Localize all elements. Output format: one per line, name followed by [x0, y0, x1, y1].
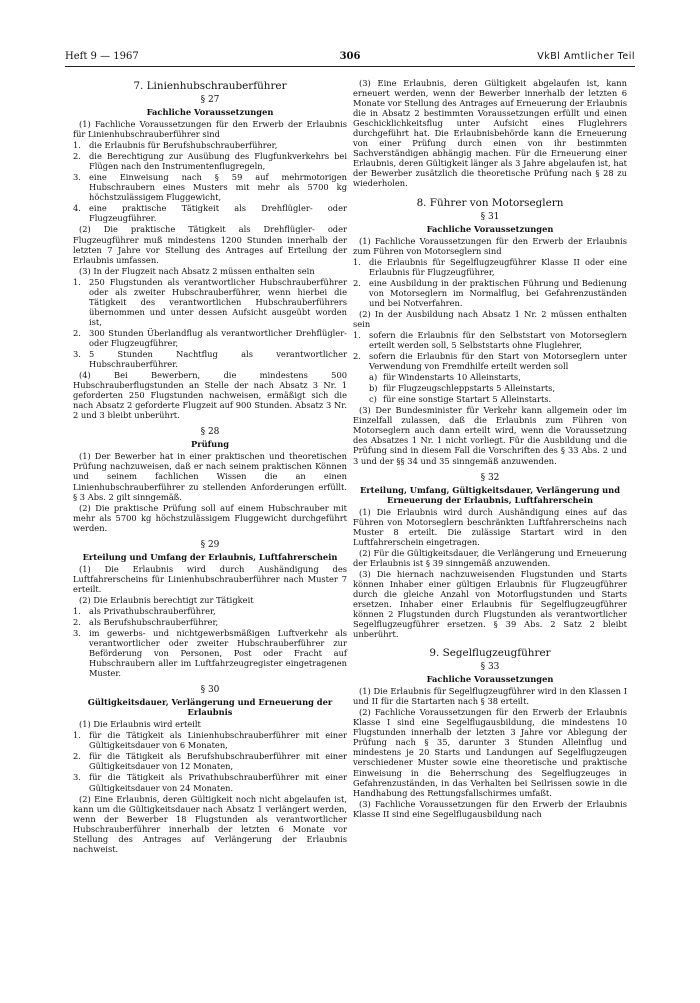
paragraph-number: § 30 [200, 685, 220, 696]
text-paragraph: (3) In der Flugzeit nach Absatz 2 müssen enthalten sein [79, 265, 315, 276]
paragraph-title: Fachliche Voraussetzungen [426, 674, 554, 685]
list-item: 2. 300 Stunden Überlandflug als verantwortlicher Drehflügler- oder Flugzeugführer, [73, 327, 347, 348]
list-item: 3. im gewerbs- und nichtgewerbsmäßigen Luftverkehr als verantwortlicher oder zweiter Hubschrauberführer zur Beförderung von Personen, Post oder Fracht auf Hubschraubern aller im Luftfahrzeugregister eingetragenen Muster. [73, 628, 347, 679]
list-item: 3. für die Tätigkeit als Privathubschrauberführer mit einer Gültigkeitsdauer von 24 Monaten. [73, 772, 347, 793]
paragraph-title: Gültigkeitsdauer, Verlängerung und Erneuerung der Erlaubnis [87, 697, 333, 718]
paragraph-number: § 33 [480, 662, 500, 673]
paragraph-title: Erteilung, Umfang, Gültigkeitsdauer, Verlängerung und Erneuerung der Erlaubnis, Luftfahrerschein [359, 484, 621, 505]
text-paragraph: (3) Der Bundesminister für Verkehr kann allgemein oder im Einzelfall zulassen, daß die Erlaubnis zum Führen von Motorseglern auch dann erteilt wird, wenn die Voraussetzung des Absatzes 1 Nr. 1 nicht vorliegt. Für die Ausbildung und die Prüfung sind in diesem Fall die Vorschriften des § 33 Abs. 2 und 3 und der §§ 34 und 35 sinngemäß anzuwenden. [353, 405, 627, 466]
left-column [73, 78, 347, 855]
text-paragraph: (1) Fachliche Voraussetzungen für den Erwerb der Erlaubnis zum Führen von Motorseglern sind [353, 235, 627, 256]
text-paragraph: (1) Die Erlaubnis wird erteilt [79, 719, 201, 730]
text-paragraph: (1) Die Erlaubnis wird durch Aushändigung eines auf das Führen von Motorseglern beschränkten Luftfahrerscheins nach Muster 8 erteilt. Die zulässige Startart wird in den Luftfahrerschein eingetragen. [353, 506, 627, 547]
paragraph-number: § 31 [480, 211, 500, 222]
paragraph-title: Fachliche Voraussetzungen [426, 223, 554, 234]
paragraph-title: Erteilung und Umfang der Erlaubnis, Luftfahrerschein [82, 551, 338, 562]
text-paragraph: (1) Fachliche Voraussetzungen für den Erwerb der Erlaubnis für Linienhubschrauberführer sind [73, 119, 347, 140]
section-heading: 8. Führer von Motorseglern [416, 196, 564, 209]
text-paragraph: (3) Eine Erlaubnis, deren Gültigkeit abgelaufen ist, kann erneuert werden, wenn der Bewerber innerhalb der letzten 6 Monate vor Stellung des Antrages auf Erneuerung der Erlaubnis die in Absatz 2 bestimmten Voraussetzungen erfüllt und einen Geschicklichkeitsflug unter Aufsicht eines Fluglehrers durchgeführt hat. Die Erlaubnisbehörde kann die Erneuerung von einer Prüfung durch einen von ihr bestimmten Sachverständigen abhängig machen. Für die Erneuerung einer Erlaubnis, deren Gültigkeit länger als 3 Jahre abgelaufen ist, hat der Bewerber zusätzlich die theoretische Prüfung nach § 28 zu wiederholen. [353, 78, 627, 189]
list-item: 3. 5 Stunden Nachtflug als verantwortlicher Hubschrauberführer. [73, 349, 347, 370]
text-paragraph: (2) Die praktische Tätigkeit als Drehflügler- oder Flugzeugführer muß mindestens 1200 Stunden innerhalb der letzten 7 Jahre vor Stellung des Antrages auf Erteilung der Erlaubnis umfassen. [73, 224, 347, 265]
list-item: 2. für die Tätigkeit als Berufshubschrauberführer mit einer Gültigkeitsdauer von 12 Monaten, [73, 751, 347, 772]
text-paragraph: (2) In der Ausbildung nach Absatz 1 Nr. 2 müssen enthalten sein [353, 308, 627, 329]
text-paragraph: (2) Fachliche Voraussetzungen für den Erwerb der Erlaubnis Klasse I sind eine Segelflugausbildung, die mindestens 10 Flugstunden innerhalb der letzten 3 Jahre vor Ablegung der Prüfung nach § 35, darunter 3 Stunden Alleinflug und mindestens je 20 Starts und Landungen auf Segelflugzeugen verschiedener Muster sowie eine theoretische und praktische Einweisung in die Beherrschung des Segelflugzeuges in Gefahrenzuständen, in das Verhalten bei Seilrissen sowie in die Handhabung des Rettungsfallschirmes umfaßt. [353, 707, 627, 798]
issue-label: Heft 9 — 1967 [65, 51, 139, 62]
list-item: 1. die Erlaubnis für Segelflugzeugführer Klasse II oder eine Erlaubnis für Flugzeugführer, [353, 256, 627, 277]
list-item: 2. die Berechtigung zur Ausübung des Flugfunkverkehrs bei Flügen nach den Instrumentenflugregeln, [73, 151, 347, 172]
list-item: 1. als Privathubschrauberführer, [73, 605, 216, 616]
list-item: 2. eine Ausbildung in der praktischen Führung und Bedienung von Motorseglern im Normalflug, bei Gefahrenzuständen und bei Notverfahren. [353, 277, 627, 308]
list-item: 1. 250 Flugstunden als verantwortlicher Hubschrauberführer oder als zweiter Hubschrauberführer, wenn hierbei die Tätigkeit des verantwortlichen Hubschrauberführers übernommen und unter dessen Aufsicht ausgeübt worden ist, [73, 276, 347, 327]
text-paragraph: (1) Die Erlaubnis für Segelflugzeugführer wird in den Klassen I und II für die Startarten nach § 38 erteilt. [353, 686, 627, 707]
sub-list-item: c) für eine sonstige Startart 5 Alleinstarts. [369, 394, 552, 405]
text-paragraph: (3) Die hiernach nachzuweisenden Flugstunden und Starts können Inhaber einer gültigen Erlaubnis für Flugzeugführer durch die gleiche Anzahl von Motorflugstunden und Starts ersetzen. Inhaber einer Erlaubnis für Segelflugzeugführer können 2 Flugstunden durch Flugstunden als verantwortlicher Segelflugzeugführer ersetzen. § 39 Abs. 2 Satz 2 bleibt unberührt. [353, 568, 627, 640]
text-paragraph: (2) Für die Gültigkeitsdauer, die Verlängerung und Erneuerung der Erlaubnis ist § 39 sinngemäß anzuwenden. [353, 547, 627, 568]
list-item: 4. eine praktische Tätigkeit als Drehflügler- oder Flugzeugführer. [73, 203, 347, 224]
page-header [65, 50, 635, 67]
sub-list-item: a) für Windenstarts 10 Alleinstarts, [369, 372, 521, 383]
text-paragraph: (1) Der Bewerber hat in einer praktischen und theoretischen Prüfung nachzuweisen, daß er nach seinem praktischen Können und seinem fachlichen Wissen die an einen Linienhubschrauberführer zu stellenden Anforderungen erfüllt. § 3 Abs. 2 gilt sinngemäß. [73, 451, 347, 502]
text-paragraph: (4) Bei Bewerbern, die mindestens 500 Hubschrauberflugstunden an Stelle der nach Absatz 3 Nr. 1 geforderten 250 Flugstunden nachweisen, ermäßigt sich die nach Absatz 2 geforderte Flugzeit auf 900 Stunden. Absatz 3 Nr. 2 und 3 bleibt unberührt. [73, 370, 347, 421]
text-paragraph: (3) Fachliche Voraussetzungen für den Erwerb der Erlaubnis Klasse II sind eine Segelflugausbildung nach [353, 798, 627, 819]
page-number: 306 [339, 51, 361, 62]
list-item: 1. für die Tätigkeit als Linienhubschrauberführer mit einer Gültigkeitsdauer von 6 Monaten, [73, 730, 347, 751]
list-item: 2. als Berufshubschrauberführer, [73, 616, 219, 627]
paragraph-number: § 32 [480, 472, 500, 483]
list-item: 2. sofern die Erlaubnis für den Start von Motorseglern unter Verwendung von Fremdhilfe erteilt werden soll [353, 351, 627, 372]
list-item: 3. eine Einweisung nach § 59 auf mehrmotorigen Hubschraubern eines Musters mit mehr als 5700 kg höchstzulässigem Fluggewicht, [73, 172, 347, 203]
publication-title: VkBl Amtlicher Teil [537, 51, 635, 62]
paragraph-title: Fachliche Voraussetzungen [146, 107, 274, 117]
list-item: 1. die Erlaubnis für Berufshubschrauberführer, [73, 140, 278, 151]
section-heading: 7. Linienhubschrauberführer [133, 80, 287, 92]
paragraph-number: § 27 [200, 95, 220, 105]
text-paragraph: (2) Eine Erlaubnis, deren Gültigkeit noch nicht abgelaufen ist, kann um die Gültigkeitsdauer nach Absatz 1 verlängert werden, wenn der Bewerber 18 Flugstunden als verantwortlicher Hubschrauberführer innerhalb der letzten 6 Monate vor Stellung des Antrages auf Verlängerung der Erlaubnis nachweist. [73, 793, 347, 854]
sub-list-item: b) für Flugzeugschleppstarts 5 Alleinstarts, [369, 383, 556, 394]
text-paragraph: (2) Die praktische Prüfung soll auf einem Hubschrauber mit mehr als 5700 kg höchstzulässigem Fluggewicht durchgeführt werden. [73, 502, 347, 533]
text-paragraph: (1) Die Erlaubnis wird durch Aushändigung des Luftfahrerscheins für Linienhubschrauberführer nach Muster 7 erteilt. [73, 563, 347, 594]
list-item: 1. sofern die Erlaubnis für den Selbststart von Motorseglern erteilt werden soll, 5 Selbststarts ohne Fluglehrer, [353, 329, 627, 350]
section-heading: 9. Segelflugzeugführer [429, 647, 551, 660]
paragraph-title: Prüfung [190, 439, 230, 450]
text-paragraph: (2) Die Erlaubnis berechtigt zur Tätigkeit [79, 594, 254, 605]
paragraph-number: § 29 [200, 539, 220, 550]
paragraph-number: § 28 [200, 427, 220, 438]
right-column [353, 78, 627, 820]
